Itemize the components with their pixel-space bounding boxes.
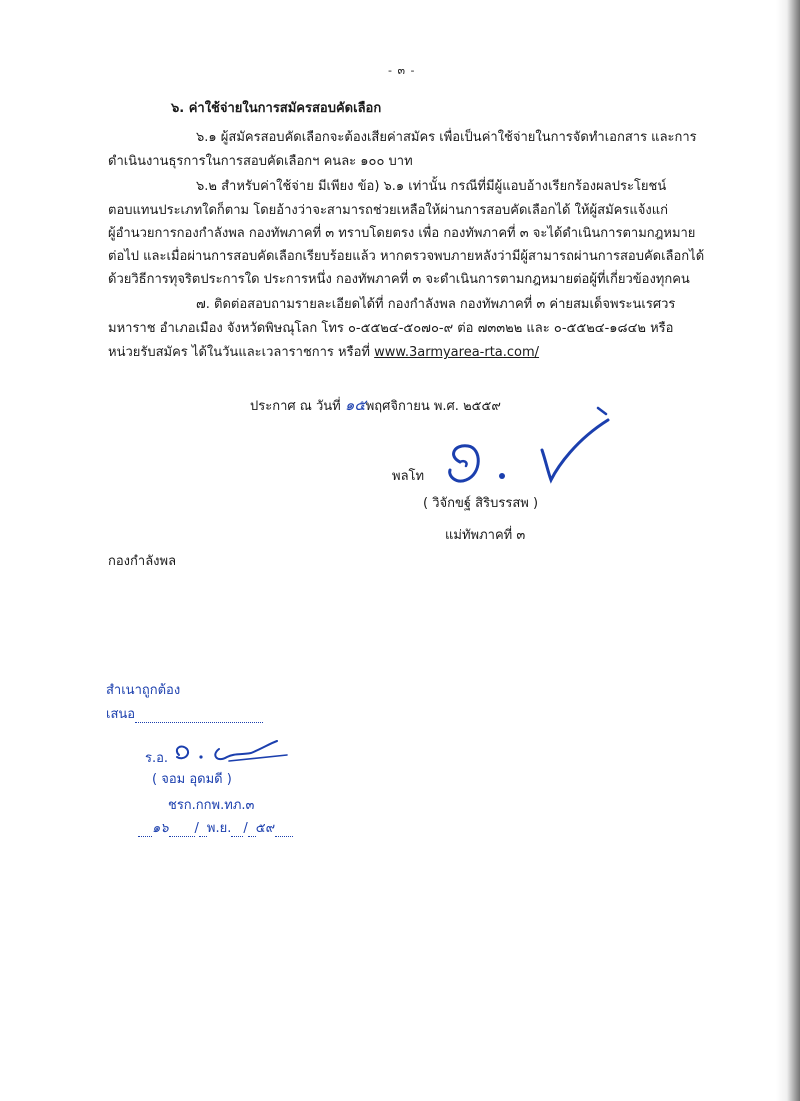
date-dots-day bbox=[169, 836, 195, 837]
section6-heading: ๖. ค่าใช้จ่ายในการสมัครสอบคัดเลือก bbox=[171, 101, 382, 116]
item61-line1: ๖.๑ ผู้สมัครสอบคัดเลือกจะต้องเสียค่าสมัคร เพื่อเป็นค่าใช้จ่ายในการจัดทำเอกสาร และการ bbox=[196, 130, 697, 145]
section7-line1: ๗. ติดต่อสอบถามรายละเอียดได้ที่ กองกำลังพล กองทัพภาคที่ ๓ ค่ายสมเด็จพระนเรศวร bbox=[196, 297, 676, 312]
page-edge-shadow bbox=[776, 0, 800, 1101]
item62-line5: ด้วยวิธีการทุจริตประการใด ประการหนึ่ง กองทัพภาคที่ ๓ จะดำเนินการตามกฎหมายต่อผู้ที่เกี่ยวข้องทุกคน bbox=[108, 272, 690, 287]
section7-line2: มหาราช อำเภอเมือง จังหวัดพิษณุโลก โทร ๐-๕๕๒๔-๕๐๗๐-๙ ต่อ ๗๓๓๒๒ และ ๐-๕๕๒๔-๑๘๔๒ หรือ bbox=[108, 321, 674, 336]
page-number: - ๓ - bbox=[388, 64, 416, 77]
present-label-line bbox=[106, 707, 263, 723]
date-dots-pre-year bbox=[248, 836, 256, 837]
present-label: เสนอ bbox=[106, 707, 136, 722]
department-name: กองกำลังพล bbox=[108, 554, 177, 569]
signatory-name: ( วิจักขฐ์ สิริบรรสพ ) bbox=[423, 496, 539, 511]
handwritten-day: ๑๕ bbox=[344, 396, 366, 414]
cert-name: ( จอม อุดมดี ) bbox=[152, 772, 232, 787]
item62-line1: ๖.๒ สำหรับค่าใช้จ่าย มีเพียง ข้อ) ๖.๑ เท่านั้น กรณีที่มีผู้แอบอ้างเรียกร้องผลประโยชน์ bbox=[196, 179, 667, 194]
present-dotted-line bbox=[135, 722, 263, 723]
announcement-suffix: พฤศจิกายน พ.ศ. ๒๕๕๙ bbox=[365, 399, 501, 414]
section7-line3 bbox=[108, 345, 539, 361]
item62-line4: ต่อไป และเมื่อผ่านการสอบคัดเลือกเรียบร้อยแล้ว หากตรวจพบภายหลังว่ามีผู้สามารถผ่านการสอบคัดเลือกได้ bbox=[108, 249, 705, 264]
date-dots-lead bbox=[138, 836, 152, 837]
date-dots-year bbox=[275, 836, 293, 837]
cert-date: ๑๖ / พ.ย. / ๕๙ bbox=[138, 821, 293, 837]
signatory-position: แม่ทัพภาคที่ ๓ bbox=[445, 528, 526, 543]
item61-line2: ดำเนินงานธุรการในการสอบคัดเลือกฯ คนละ ๑๐๐ บาท bbox=[108, 154, 413, 169]
date-dots-pre-month bbox=[199, 836, 207, 837]
certified-copy-label: สำเนาถูกต้อง bbox=[106, 683, 181, 698]
cert-signature bbox=[165, 735, 295, 770]
cert-date-day: ๑๖ bbox=[152, 821, 169, 836]
cert-position: ชรก.กกพ.ทภ.๓ bbox=[168, 798, 255, 813]
cert-date-month: พ.ย. bbox=[206, 821, 232, 836]
item62-line3: ผู้อำนวยการกองกำลังพล กองทัพภาคที่ ๓ ทราบโดยตรง เพื่อ กองทัพภาคที่ ๓ จะได้ดำเนินการตามกฎหมาย bbox=[108, 226, 696, 241]
item62-line2: ตอบแทนประเภทใดก็ตาม โดยอ้างว่าจะสามารถช่วยเหลือให้ผ่านการสอบคัดเลือกได้ ให้ผู้สมัครแจ้งแก่ bbox=[108, 203, 668, 218]
cert-date-year: ๕๙ bbox=[255, 821, 276, 836]
section7-line3-text: หน่วยรับสมัคร ได้ในวันและเวลาราชการ หรือที่ bbox=[108, 345, 375, 360]
cert-rank: ร.อ. bbox=[145, 751, 169, 766]
main-signature bbox=[430, 400, 630, 500]
announcement-prefix: ประกาศ ณ วันที่ bbox=[250, 399, 345, 414]
date-dots-month bbox=[231, 836, 243, 837]
website-link[interactable]: www.3armyarea-rta.com/ bbox=[374, 345, 540, 360]
signatory-rank: พลโท bbox=[392, 469, 425, 484]
